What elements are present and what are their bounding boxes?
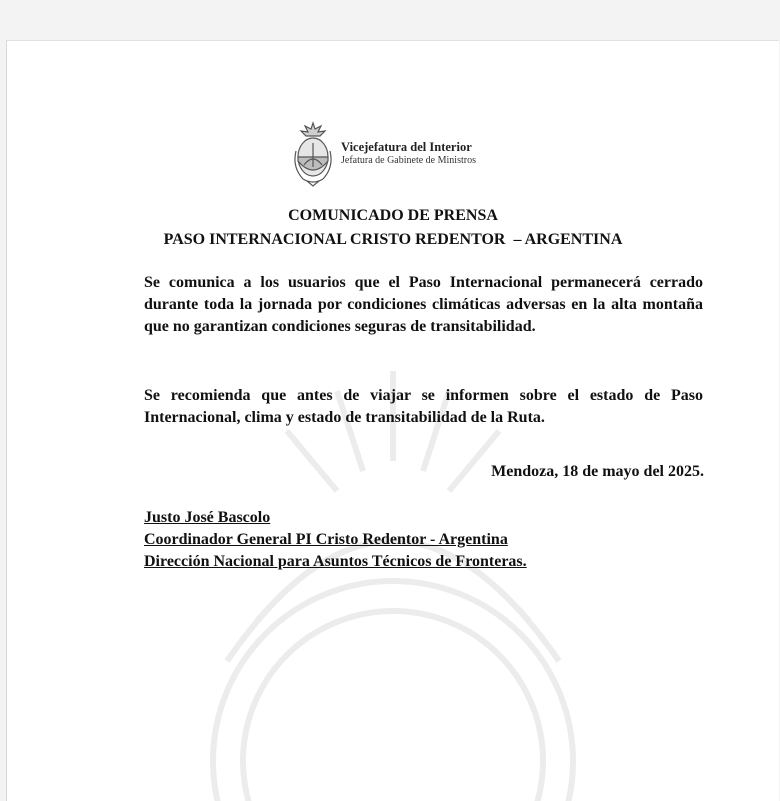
signatory-position: Coordinador General PI Cristo Redentor - Argentina xyxy=(144,531,508,548)
dateline: Mendoza, 18 de mayo del 2025. xyxy=(491,463,704,480)
national-coat-of-arms-icon xyxy=(293,121,333,187)
letterhead-ministry: Jefatura de Gabinete de Ministros xyxy=(341,154,476,166)
letterhead-office: Vicejefatura del Interior xyxy=(341,139,472,154)
body-paragraph-2: Se recomienda que antes de viajar se informen sobre el estado de Paso Internacional, clima y estado de transitabilidad de la Ruta. xyxy=(144,387,703,426)
document-subtitle: PASO INTERNACIONAL CRISTO REDENTOR – ARGENTINA xyxy=(163,231,623,248)
signatory-office: Dirección Nacional para Asuntos Técnicos de Fronteras. xyxy=(144,553,527,570)
letterhead xyxy=(293,121,476,187)
document-title: COMUNICADO DE PRENSA xyxy=(288,207,498,224)
body-paragraph-1: Se comunica a los usuarios que el Paso Internacional permanecerá cerrado durante toda la jornada por condiciones climáticas adversas en la alta montaña que no garantizan condiciones seguras de transitabilidad. xyxy=(144,274,703,335)
document-page xyxy=(6,40,779,801)
signatory-name: Justo José Bascolo xyxy=(144,509,271,526)
